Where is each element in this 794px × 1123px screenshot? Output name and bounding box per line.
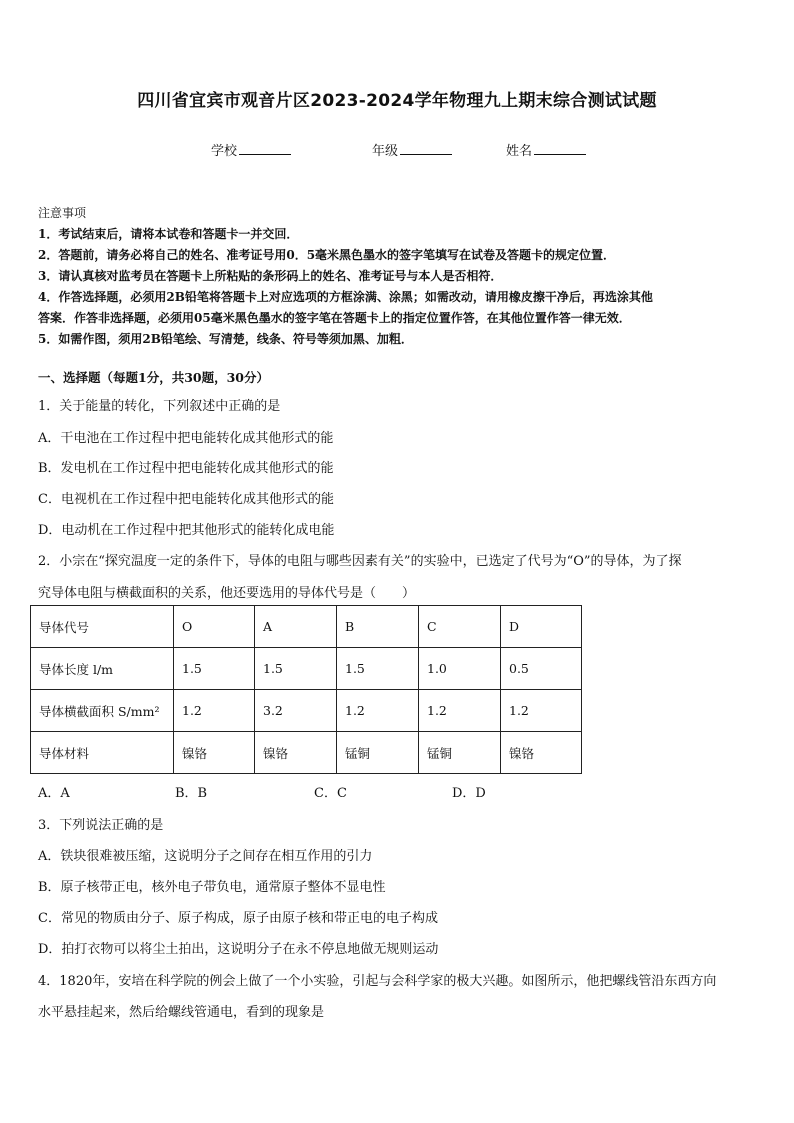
note-item: 4．作答选择题，必须用2B铅笔将答题卡上对应选项的方框涂满、涂黑；如需改动，请用橡皮擦干净后，再选涂其他 xyxy=(38,290,653,304)
note-item: 答案．作答非选择题，必须用05毫米黑色墨水的签字笔在答题卡上的指定位置作答，在其他位置作答一律无效． xyxy=(38,311,631,325)
table-cell: O xyxy=(174,606,255,648)
table-cell: A xyxy=(255,606,337,648)
q2-stem-line2: 究导体电阻与横截面积的关系，他还要选用的导体代号是（ ） xyxy=(38,586,416,601)
table-cell: D xyxy=(501,606,582,648)
table-cell: 0.5 xyxy=(501,648,582,690)
table-cell: 1.5 xyxy=(174,648,255,690)
q3-option-c: C．常见的物质由分子、原子构成，原子由原子核和带正电的电子构成 xyxy=(38,911,438,926)
table-cell: 1.2 xyxy=(337,690,419,732)
table-cell: C xyxy=(419,606,501,648)
note-item: 3．请认真核对监考员在答题卡上所粘贴的条形码上的姓名、准考证号与本人是否相符． xyxy=(38,269,503,283)
school-field xyxy=(211,140,291,159)
table-cell: 1.2 xyxy=(501,690,582,732)
notes-heading: 注意事项 xyxy=(38,206,87,220)
school-blank xyxy=(239,142,291,155)
notes-block xyxy=(38,203,758,350)
table-cell: 1.2 xyxy=(174,690,255,732)
table-cell: 1.5 xyxy=(337,648,419,690)
page-title: 四川省宜宾市观音片区2023-2024学年物理九上期末综合测试试题 xyxy=(137,91,657,111)
conductor-table xyxy=(30,605,582,774)
note-item: 2．答题前，请务必将自己的姓名、准考证号用0．5毫米黑色墨水的签字笔填写在试卷及答题卡的规定位置． xyxy=(38,248,616,262)
table-cell: 1.0 xyxy=(419,648,501,690)
q1-stem: 1．关于能量的转化，下列叙述中正确的是 xyxy=(38,399,281,414)
table-row xyxy=(31,690,582,732)
table-cell: 1.2 xyxy=(419,690,501,732)
table-row xyxy=(31,606,582,648)
note-item: 5．如需作图，须用2B铅笔绘、写清楚，线条、符号等须加黑、加粗． xyxy=(38,332,413,346)
table-cell: 镍铬 xyxy=(174,732,255,774)
table-cell: 导体材料 xyxy=(31,732,174,774)
table-cell: 锰铜 xyxy=(337,732,419,774)
table-cell: 1.5 xyxy=(255,648,337,690)
table-cell: 导体代号 xyxy=(31,606,174,648)
q4-stem-line1: 4．1820年，安培在科学院的例会上做了一个小实验，引起与会科学家的极大兴趣。如图所示，他把螺线管沿东西方向 xyxy=(38,974,717,989)
q3-option-a: A．铁块很难被压缩，这说明分子之间存在相互作用的引力 xyxy=(38,849,373,864)
school-label: 学校 xyxy=(211,144,238,159)
q2-option-a: A．A xyxy=(38,786,70,801)
table-cell: 镍铬 xyxy=(255,732,337,774)
q1-option-a: A．干电池在工作过程中把电能转化成其他形式的能 xyxy=(38,431,334,446)
q2-option-d: D．D xyxy=(452,786,486,801)
q3-option-d: D．拍打衣物可以将尘土拍出，这说明分子在永不停息地做无规则运动 xyxy=(38,942,439,957)
q1-option-b: B．发电机在工作过程中把电能转化成其他形式的能 xyxy=(38,461,334,476)
table-cell: 导体横截面积 S/mm² xyxy=(31,690,174,732)
grade-label: 年级 xyxy=(372,144,399,159)
table-cell: 导体长度 l/m xyxy=(31,648,174,690)
table-cell: 3.2 xyxy=(255,690,337,732)
table-cell: B xyxy=(337,606,419,648)
q2-stem-line1: 2．小宗在“探究温度一定的条件下，导体的电阻与哪些因素有关”的实验中，已选定了代号为“O”的导体，为了探 xyxy=(38,554,682,569)
grade-field xyxy=(372,140,452,159)
table-row xyxy=(31,732,582,774)
q2-option-c: C．C xyxy=(314,786,347,801)
q3-option-b: B．原子核带正电，核外电子带负电，通常原子整体不显电性 xyxy=(38,880,386,895)
section-heading: 一、选择题（每题1分，共30题，30分） xyxy=(38,370,269,385)
table-cell: 锰铜 xyxy=(419,732,501,774)
q1-option-c: C．电视机在工作过程中把电能转化成其他形式的能 xyxy=(38,492,334,507)
q4-stem-line2: 水平悬挂起来，然后给螺线管通电，看到的现象是 xyxy=(38,1005,325,1020)
note-item: 1．考试结束后，请将本试卷和答题卡一并交回． xyxy=(38,227,299,241)
q3-stem: 3．下列说法正确的是 xyxy=(38,818,164,833)
grade-blank xyxy=(400,142,452,155)
q1-option-d: D．电动机在工作过程中把其他形式的能转化成电能 xyxy=(38,523,335,538)
name-label: 姓名 xyxy=(506,144,533,159)
table-cell: 镍铬 xyxy=(501,732,582,774)
q2-option-b: B．B xyxy=(175,786,208,801)
table-row xyxy=(31,648,582,690)
name-blank xyxy=(534,142,586,155)
name-field xyxy=(506,140,586,159)
